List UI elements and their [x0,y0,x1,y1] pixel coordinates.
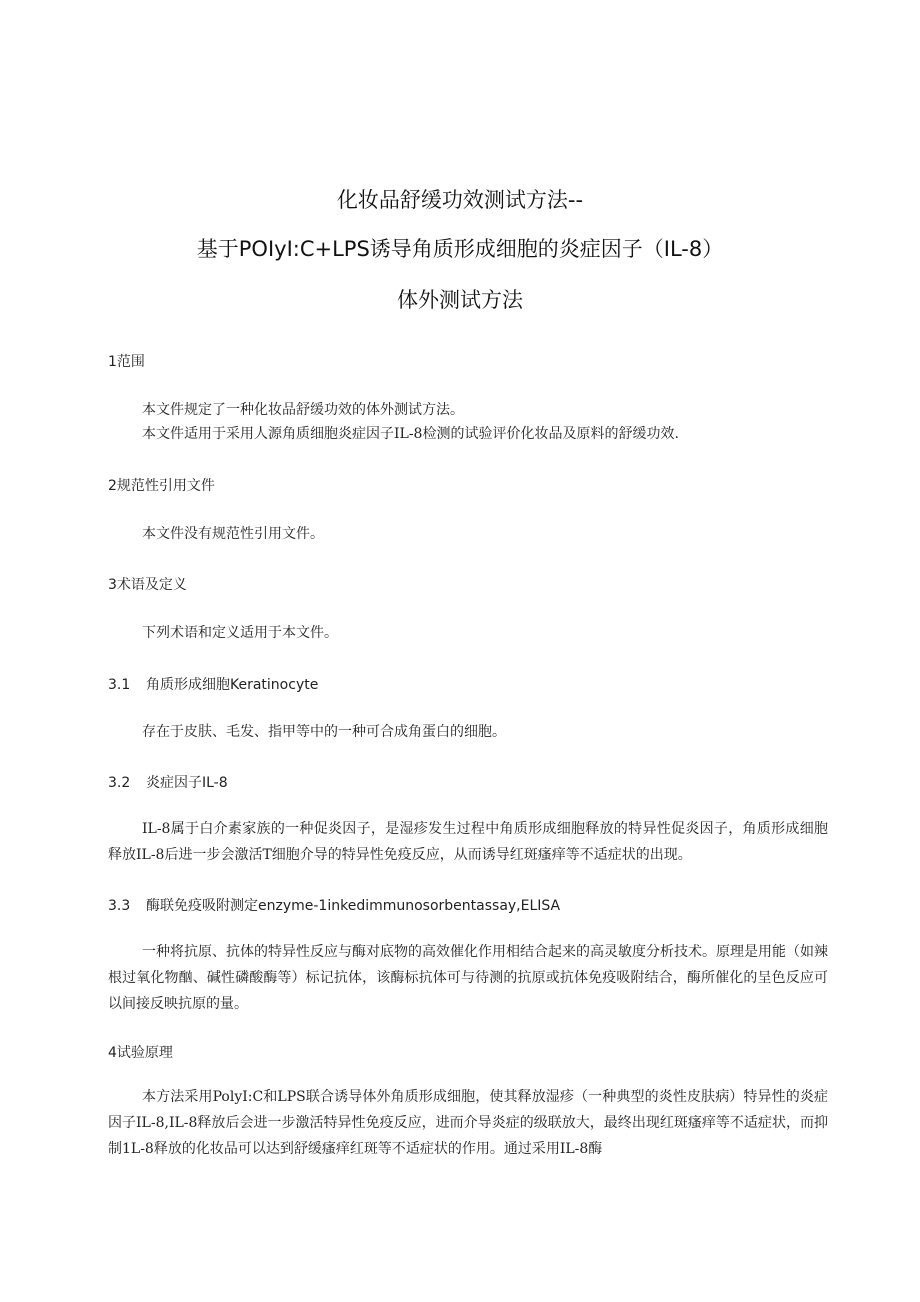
section-4-heading: 4试验原理 [108,1045,173,1061]
section-1-heading: 1范围 [108,354,145,370]
section-3-1-number: 3.1 [108,677,131,693]
section-3-line-1: 下列术语和定义适用于本文件。 [142,625,338,641]
section-3-3-paragraph: 一种将抗原、抗体的特异性反应与酶对底物的高效催化作用相结合起来的高灵敏度分析技术。原理是用能（如辣根过氧化物酗、碱性磷酸酶等）标记抗体，该酶标抗体可与待测的抗原或抗体免疫吸附结合，酶所催化的呈色反应可以间接反映抗原的量。 [108,944,828,1012]
section-2-heading: 2规范性引用文件 [108,478,215,494]
section-4-paragraph: 本方法采用PolyI:C和LPS联合诱导体外角质形成细胞，使其释放湿疹（一种典型的炎性皮肤病）特异性的炎症因子IL-8,IL-8释放后会进一步激活特异性免疫反应，进而介导炎症的级联放大，最终出现红斑瘙痒等不适症状，而抑制1L-8释放的化妆品可以达到舒缓瘙痒红斑等不适症状的作用。通过采用IL-8酶 [108,1089,828,1157]
section-1-line-1: 本文件规定了一种化妆品舒缓功效的体外测试方法。 [142,402,464,418]
section-1-line-2: 本文件适用于采用人源角质细胞炎症因子IL-8检测的试验评价化妆品及原料的舒缓功效. [142,426,679,442]
section-3-2-title: 炎症因子IL-8 [146,775,228,791]
section-3-2-number: 3.2 [108,775,131,791]
section-3-3-heading [108,896,560,916]
title-line-2: 基于POIyI:C+LPS诱导角质形成细胞的炎症因子（IL-8） [196,237,724,261]
section-3-3-number: 3.3 [108,898,131,914]
title-line-1: 化妆品舒缓功效测试方法-- [336,188,584,212]
section-3-2-heading [108,773,228,793]
section-3-1-text: 存在于皮肤、毛发、指甲等中的一种可合成角蛋白的细胞。 [142,724,506,740]
section-3-1-title: 角质形成细胞Keratinocyte [146,677,319,693]
title-line-3: 体外测试方法 [397,288,523,312]
section-2-line-1: 本文件没有规范性引用文件。 [142,526,324,542]
section-3-heading: 3术语及定义 [108,577,187,593]
section-3-2-paragraph: IL-8属于白介素家族的一种促炎因子，是湿疹发生过程中角质形成细胞释放的特异性促炎因子，角质形成细胞释放IL-8后进一步会激活T细胞介导的特异性免疫反应，从而诱导红斑瘙痒等不适症状的出现。 [108,821,828,863]
section-3-1-heading [108,675,318,695]
section-3-3-title: 酶联免疫吸附测定enzyme-1inkedimmunosorbentassay,ELISA [146,898,561,914]
